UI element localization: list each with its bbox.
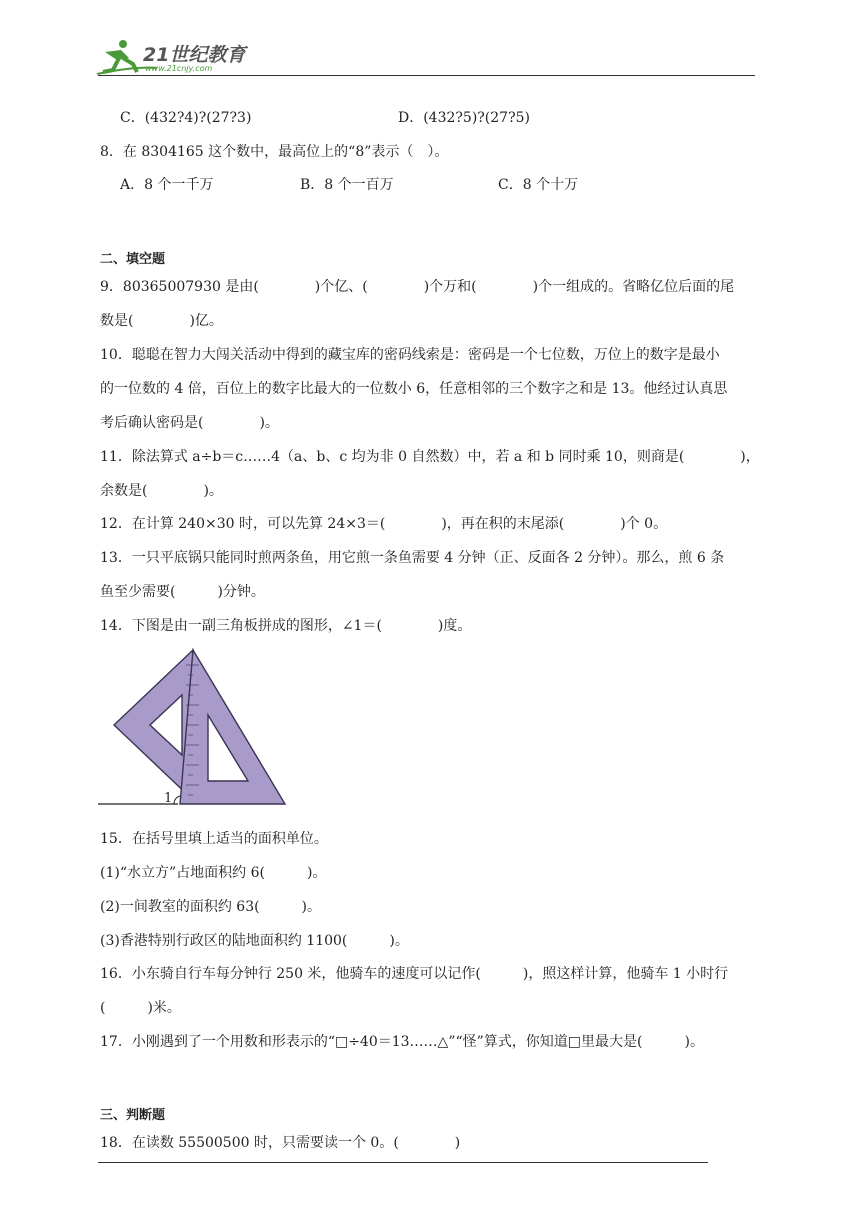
q11-line2: 余数是( )。 (100, 483, 223, 499)
q12-line1: 12．在计算 240×30 时，可以先算 24×3＝( )，再在积的末尾添( )个 0。 (100, 516, 668, 532)
triangle-45 (114, 650, 193, 800)
set-square-figure (98, 645, 290, 807)
q17-line1: 17．小刚遇到了一个用数和形表示的“□÷40＝13……△”“怪”算式，你知道□里最大是( )。 (100, 1034, 704, 1050)
q8-option-b: B．8 个一百万 (300, 177, 394, 193)
triangle-30-60 (180, 650, 285, 804)
section-title-fill-in: 二、填空题 (100, 252, 166, 267)
q16-line1: 16．小东骑自行车每分钟行 250 米，他骑车的速度可以记作( )，照这样计算，他骑车 1 小时行 (100, 966, 729, 982)
q16-line2: ( )米。 (100, 1000, 181, 1016)
q8-stem: 8．在 8304165 这个数中，最高位上的“8”表示（ ）。 (100, 144, 449, 160)
q9-line2: 数是( )亿。 (100, 313, 223, 329)
q8-option-a: A．8 个一千万 (120, 177, 214, 193)
section-title-judgment: 三、判断题 (100, 1108, 166, 1123)
q10-line3: 考后确认密码是( )。 (100, 415, 279, 431)
q7-option-c: C．(432?4)?(27?3) (120, 110, 252, 126)
header-divider (98, 75, 755, 76)
q15-part3: (3)香港特别行政区的陆地面积约 1100( )。 (100, 933, 409, 949)
q7-option-d: D．(432?5)?(27?5) (398, 110, 530, 126)
q18-line1: 18．在读数 55500500 时，只需要读一个 0。( ) (100, 1135, 461, 1151)
logo-url: www.21cnjy.com (145, 64, 213, 73)
q11-line1: 11．除法算式 a÷b＝c……4（a、b、c 均为非 0 自然数）中，若 a 和 b 同时乘 10，则商是( )， (100, 449, 760, 465)
q10-line2: 的一位数的 4 倍，百位上的数字比最大的一位数小 6，任意相邻的三个数字之和是 13。他经过认真思 (100, 381, 728, 397)
q13-line2: 鱼至少需要( )分钟。 (100, 584, 265, 600)
q15-part1: (1)“水立方”占地面积约 6( )。 (100, 865, 327, 881)
logo-text: 21世纪教育 (143, 44, 246, 66)
q15-stem: 15．在括号里填上适当的面积单位。 (100, 831, 328, 847)
q9-line1: 9．80365007930 是由( )个亿、( )个万和( )个一组成的。省略亿位后面的尾 (100, 279, 735, 295)
angle-arc (174, 796, 180, 804)
q8-option-c: C．8 个十万 (498, 177, 579, 193)
logo (95, 38, 260, 76)
q15-part2: (2)一间教室的面积约 63( )。 (100, 899, 322, 915)
q10-line1: 10．聪聪在智力大闯关活动中得到的藏宝库的密码线索是：密码是一个七位数，万位上的数字是最小 (100, 347, 720, 363)
q14-line1: 14．下图是由一副三角板拼成的图形，∠1＝( )度。 (100, 618, 472, 634)
footer-divider (98, 1162, 708, 1163)
q13-line1: 13．一只平底锅只能同时煎两条鱼，用它煎一条鱼需要 4 分钟（正、反面各 2 分钟）。那么，煎 6 条 (100, 550, 725, 566)
angle-label: 1 (164, 791, 173, 806)
